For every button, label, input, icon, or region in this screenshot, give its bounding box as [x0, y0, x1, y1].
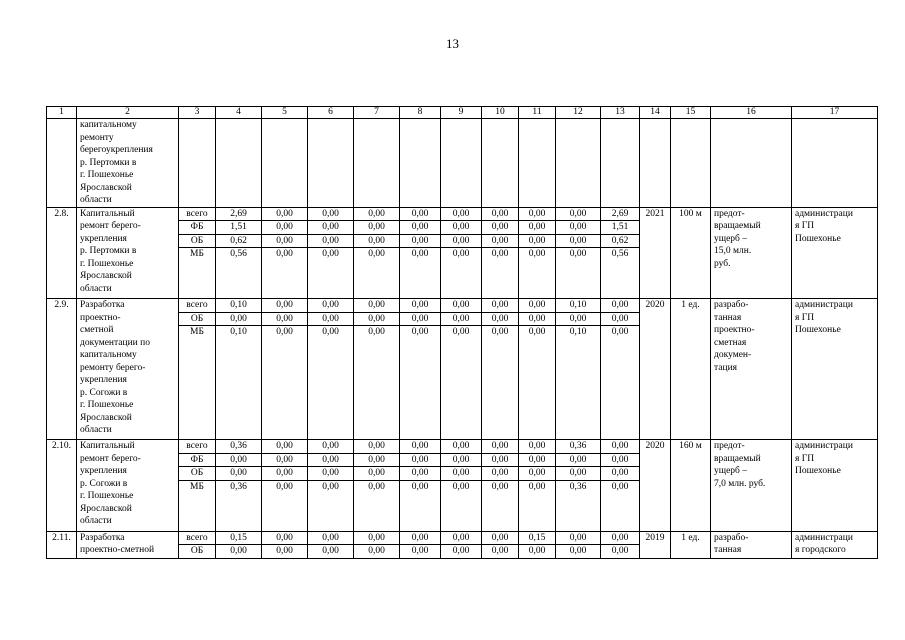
funding-level: всего [179, 207, 216, 221]
activity-number: 2.8. [47, 207, 77, 299]
volume: 1 ед. [671, 531, 711, 559]
column-number: 2 [77, 107, 179, 119]
funding-value: 0,00 [262, 221, 308, 235]
funding-value: 0,00 [519, 312, 556, 326]
activity-name-line: области [80, 516, 112, 526]
table-cell [308, 119, 354, 208]
table-cell [354, 119, 400, 208]
funding-level: МБ [179, 326, 216, 440]
continuation-row [47, 119, 878, 208]
activity-name-line: Капитальный [80, 208, 135, 219]
funding-value: 1,51 [216, 221, 262, 235]
funding-value: 2,69 [601, 207, 640, 221]
column-number: 11 [519, 107, 556, 119]
funding-value: 0,00 [519, 440, 556, 454]
expected-result [711, 207, 792, 299]
funding-value: 0,00 [556, 221, 601, 235]
funding-value: 0,56 [601, 248, 640, 299]
column-number: 12 [556, 107, 601, 119]
funding-value: 0,00 [482, 207, 519, 221]
funding-value: 0,00 [482, 480, 519, 531]
funding-value: 0,00 [482, 531, 519, 545]
funding-value: 0,00 [482, 248, 519, 299]
funding-value: 0,00 [601, 480, 640, 531]
table-cell [792, 119, 878, 208]
funding-value: 0,00 [482, 545, 519, 559]
volume: 1 ед. [671, 299, 711, 440]
funding-value: 0,00 [556, 312, 601, 326]
activity-name-line: укрепления [80, 233, 127, 244]
activity-name-line: г. Пошехонье [80, 170, 134, 180]
activity-name-line: области [80, 425, 112, 435]
activity-name-line: р. Пертомки в [80, 157, 137, 168]
activity-name-line: г. Пошехонье [80, 491, 134, 501]
funding-level: ФБ [179, 453, 216, 467]
executor-line: я ГП [795, 453, 815, 464]
column-number-row [47, 107, 878, 119]
funding-value: 0,00 [519, 453, 556, 467]
funding-value: 0,56 [216, 248, 262, 299]
table-cell [671, 119, 711, 208]
funding-value: 0,00 [601, 312, 640, 326]
column-number: 1 [47, 107, 77, 119]
activity-name-line: Ярославской [80, 182, 132, 193]
activity-name-line: р. Пертомки в [80, 246, 137, 256]
volume: 160 м [671, 440, 711, 532]
funding-value: 0,00 [308, 467, 354, 481]
funding-value: 1,51 [601, 221, 640, 235]
activity-name-line: документации по [80, 337, 150, 348]
funding-value: 0,00 [262, 467, 308, 481]
funding-value: 0,00 [601, 531, 640, 545]
funding-value: 0,00 [556, 453, 601, 467]
funding-value: 0,00 [262, 248, 308, 299]
funding-level: ОБ [179, 234, 216, 248]
funding-value: 0,00 [262, 440, 308, 454]
funding-value: 0,00 [400, 440, 441, 454]
table-cell [400, 119, 441, 208]
expected-result-line: ущерб – [714, 466, 747, 476]
expected-result-line: проектно- [714, 325, 755, 335]
funding-value: 0,00 [262, 207, 308, 221]
table-cell [216, 119, 262, 208]
activity-name-line: Ярославской [80, 412, 132, 423]
funding-value: 0,00 [519, 221, 556, 235]
funding-value: 0,00 [441, 299, 482, 313]
activity-number: 2.9. [47, 299, 77, 440]
executor-line: администраци [795, 300, 853, 310]
executor-line: Пошехонье [795, 325, 841, 335]
funding-value: 0,00 [308, 480, 354, 531]
funding-value: 0,00 [519, 299, 556, 313]
column-number: 9 [441, 107, 482, 119]
funding-value: 0,00 [216, 545, 262, 559]
funding-value: 0,00 [262, 326, 308, 440]
funding-level: МБ [179, 480, 216, 531]
table-row [47, 207, 878, 221]
activity-name-line: сметной [80, 325, 114, 335]
executor-line: администраци [795, 441, 853, 451]
column-number: 16 [711, 107, 792, 119]
funding-value: 0,00 [262, 545, 308, 559]
activity-name-line: капитальному [80, 350, 137, 360]
funding-value: 0,00 [262, 453, 308, 467]
activity-name [77, 440, 179, 532]
table-body [47, 107, 878, 559]
activity-name-line: ремонт берего- [80, 221, 141, 231]
executor [792, 531, 878, 559]
funding-value: 0,00 [354, 531, 400, 545]
activity-name-line: ремонту берего- [80, 362, 146, 373]
expected-result-line: танная [714, 312, 742, 323]
implementation-year: 2019 [640, 531, 671, 559]
activity-name-line: г. Пошехонье [80, 258, 134, 269]
column-number: 10 [482, 107, 519, 119]
funding-value: 0,00 [354, 207, 400, 221]
funding-value: 0,36 [216, 480, 262, 531]
funding-value: 0,00 [601, 326, 640, 440]
executor-line: я ГП [795, 221, 815, 231]
funding-value: 0,36 [216, 440, 262, 454]
funding-value: 0,10 [556, 326, 601, 440]
expected-result-line: ущерб – [714, 233, 747, 244]
funding-value: 0,00 [556, 248, 601, 299]
funding-value: 0,00 [441, 312, 482, 326]
column-number: 14 [640, 107, 671, 119]
column-number: 15 [671, 107, 711, 119]
activity-name-line: области [80, 283, 112, 294]
expected-result-line: докумен- [714, 350, 752, 360]
column-number: 17 [792, 107, 878, 119]
funding-value: 0,00 [601, 299, 640, 313]
implementation-year: 2021 [640, 207, 671, 299]
funding-value: 0,15 [216, 531, 262, 545]
expected-result-line: 15,0 млн. [714, 246, 752, 256]
activity-name-line: ремонту [80, 132, 114, 143]
table-cell [556, 119, 601, 208]
column-number: 8 [400, 107, 441, 119]
executor-line: я городского [795, 545, 846, 555]
funding-value: 0,00 [519, 248, 556, 299]
executor [792, 207, 878, 299]
activity-name-line: Разработка [80, 300, 125, 310]
funding-value: 0,00 [400, 312, 441, 326]
funding-value: 0,00 [308, 326, 354, 440]
funding-value: 0,00 [482, 312, 519, 326]
activity-name-line: укрепления [80, 466, 127, 476]
table-cell [441, 119, 482, 208]
funding-value: 0,36 [556, 480, 601, 531]
funding-value: 0,00 [354, 248, 400, 299]
funding-value: 0,00 [482, 221, 519, 235]
funding-value: 0,00 [308, 207, 354, 221]
volume: 100 м [671, 207, 711, 299]
funding-value: 0,00 [601, 545, 640, 559]
funding-level: ОБ [179, 467, 216, 481]
funding-level: всего [179, 531, 216, 545]
funding-level: ОБ [179, 312, 216, 326]
funding-value: 0,00 [400, 453, 441, 467]
expected-result [711, 531, 792, 559]
column-number: 5 [262, 107, 308, 119]
table-cell [640, 119, 671, 208]
expected-result-line: танная [714, 545, 742, 555]
program-table-container [46, 106, 878, 559]
executor-line: администраци [795, 532, 853, 543]
executor [792, 299, 878, 440]
funding-value: 0,00 [519, 480, 556, 531]
funding-value: 0,00 [354, 299, 400, 313]
funding-value: 0,00 [308, 234, 354, 248]
funding-level: всего [179, 299, 216, 313]
funding-value: 0,00 [354, 453, 400, 467]
funding-value: 0,00 [262, 234, 308, 248]
activity-name-line: р. Согожи в [80, 387, 128, 398]
funding-value: 0,00 [354, 221, 400, 235]
funding-value: 0,00 [482, 299, 519, 313]
activity-name-line: г. Пошехонье [80, 400, 134, 410]
funding-value: 0,00 [308, 221, 354, 235]
funding-value: 0,00 [308, 299, 354, 313]
expected-result-line: разрабо- [714, 532, 749, 543]
activity-name-line: Разработка [80, 532, 125, 543]
funding-value: 0,00 [441, 326, 482, 440]
expected-result-line: вращаемый [714, 221, 761, 231]
funding-value: 0,00 [354, 480, 400, 531]
activity-name-line: р. Согожи в [80, 478, 128, 489]
column-number: 7 [354, 107, 400, 119]
column-number: 6 [308, 107, 354, 119]
funding-level: всего [179, 440, 216, 454]
table-cell [262, 119, 308, 208]
funding-value: 0,00 [601, 440, 640, 454]
funding-value: 0,00 [216, 467, 262, 481]
executor [792, 440, 878, 532]
expected-result-line: предот- [714, 208, 745, 219]
funding-value: 0,00 [216, 453, 262, 467]
funding-value: 0,00 [308, 248, 354, 299]
table-row [47, 299, 878, 313]
funding-value: 0,00 [601, 467, 640, 481]
funding-value: 0,00 [519, 234, 556, 248]
column-number: 13 [601, 107, 640, 119]
activity-name-line: области [80, 195, 112, 205]
funding-value: 0,10 [216, 326, 262, 440]
funding-value: 0,00 [441, 248, 482, 299]
funding-value: 0,00 [519, 467, 556, 481]
funding-value: 0,00 [400, 248, 441, 299]
funding-value: 0,62 [216, 234, 262, 248]
activity-name-line: капитальному [80, 120, 137, 130]
activity-name [77, 207, 179, 299]
funding-value: 0,00 [519, 545, 556, 559]
expected-result-line: предот- [714, 441, 745, 451]
funding-value: 0,00 [354, 234, 400, 248]
activity-name-line: проектно- [80, 312, 121, 323]
activity-name-line: берегоукрепления [80, 145, 153, 155]
funding-value: 0,00 [308, 312, 354, 326]
funding-value: 0,15 [519, 531, 556, 545]
funding-value: 0,00 [262, 531, 308, 545]
expected-result-line: тация [714, 362, 738, 373]
funding-value: 0,00 [441, 531, 482, 545]
expected-result [711, 440, 792, 532]
funding-value: 0,00 [354, 312, 400, 326]
activity-name-line: проектно-сметной [80, 545, 155, 555]
activity-number: 2.11. [47, 531, 77, 559]
funding-value: 0,00 [216, 312, 262, 326]
funding-value: 0,10 [556, 299, 601, 313]
funding-value: 0,00 [441, 453, 482, 467]
executor-line: Пошехонье [795, 233, 841, 244]
funding-value: 0,00 [441, 545, 482, 559]
funding-value: 0,00 [354, 440, 400, 454]
funding-value: 0,00 [519, 207, 556, 221]
activity-name-line: Ярославской [80, 503, 132, 514]
funding-value: 0,00 [441, 467, 482, 481]
funding-value: 0,00 [556, 467, 601, 481]
funding-value: 0,10 [216, 299, 262, 313]
table-cell [482, 119, 519, 208]
expected-result-line: разрабо- [714, 300, 749, 310]
page-number: 13 [446, 36, 459, 51]
funding-value: 0,00 [308, 545, 354, 559]
activity-number: 2.10. [47, 440, 77, 532]
funding-value: 0,00 [262, 312, 308, 326]
funding-value: 0,00 [441, 221, 482, 235]
funding-value: 0,00 [400, 545, 441, 559]
funding-value: 0,00 [400, 531, 441, 545]
funding-value: 0,00 [556, 545, 601, 559]
funding-value: 0,36 [556, 440, 601, 454]
funding-value: 0,00 [354, 545, 400, 559]
expected-result [711, 299, 792, 440]
expected-result-line: вращаемый [714, 453, 761, 464]
funding-value: 0,00 [400, 326, 441, 440]
funding-value: 0,00 [519, 326, 556, 440]
funding-value: 0,00 [262, 480, 308, 531]
expected-result-line: 7,0 млн. руб. [714, 478, 766, 489]
activity-name-line: Капитальный [80, 441, 135, 451]
table-row [47, 440, 878, 454]
funding-value: 0,00 [400, 221, 441, 235]
activity-name [77, 299, 179, 440]
table-cell [601, 119, 640, 208]
table-cell [47, 119, 77, 208]
funding-level: ОБ [179, 545, 216, 559]
activity-name-line: Ярославской [80, 271, 132, 281]
funding-value: 0,00 [354, 467, 400, 481]
executor-line: Пошехонье [795, 466, 841, 476]
activity-name-line: ремонт берего- [80, 453, 141, 464]
funding-value: 0,00 [482, 467, 519, 481]
column-number: 4 [216, 107, 262, 119]
funding-value: 0,00 [482, 440, 519, 454]
table-cell [519, 119, 556, 208]
funding-value: 0,00 [482, 326, 519, 440]
funding-value: 0,00 [601, 453, 640, 467]
executor-line: я ГП [795, 312, 815, 323]
program-activities-table [46, 106, 878, 559]
executor-line: администраци [795, 208, 853, 219]
funding-value: 2,69 [216, 207, 262, 221]
funding-value: 0,00 [482, 453, 519, 467]
table-cell [77, 119, 179, 208]
expected-result-line: руб. [714, 258, 731, 269]
funding-value: 0,00 [262, 299, 308, 313]
funding-value: 0,00 [400, 299, 441, 313]
funding-level: ФБ [179, 221, 216, 235]
table-cell [711, 119, 792, 208]
funding-value: 0,00 [441, 480, 482, 531]
funding-level: МБ [179, 248, 216, 299]
funding-value: 0,00 [354, 326, 400, 440]
activity-name-line: укрепления [80, 375, 127, 385]
expected-result-line: сметная [714, 337, 747, 348]
funding-value: 0,62 [601, 234, 640, 248]
funding-value: 0,00 [482, 234, 519, 248]
funding-value: 0,00 [400, 234, 441, 248]
funding-value: 0,00 [441, 440, 482, 454]
funding-value: 0,00 [441, 234, 482, 248]
funding-value: 0,00 [441, 207, 482, 221]
table-row [47, 531, 878, 545]
funding-value: 0,00 [400, 467, 441, 481]
funding-value: 0,00 [308, 453, 354, 467]
activity-name [77, 531, 179, 559]
table-cell [179, 119, 216, 208]
funding-value: 0,00 [308, 440, 354, 454]
funding-value: 0,00 [308, 531, 354, 545]
funding-value: 0,00 [556, 234, 601, 248]
implementation-year: 2020 [640, 299, 671, 440]
funding-value: 0,00 [400, 480, 441, 531]
column-number: 3 [179, 107, 216, 119]
funding-value: 0,00 [400, 207, 441, 221]
funding-value: 0,00 [556, 207, 601, 221]
funding-value: 0,00 [556, 531, 601, 545]
implementation-year: 2020 [640, 440, 671, 532]
